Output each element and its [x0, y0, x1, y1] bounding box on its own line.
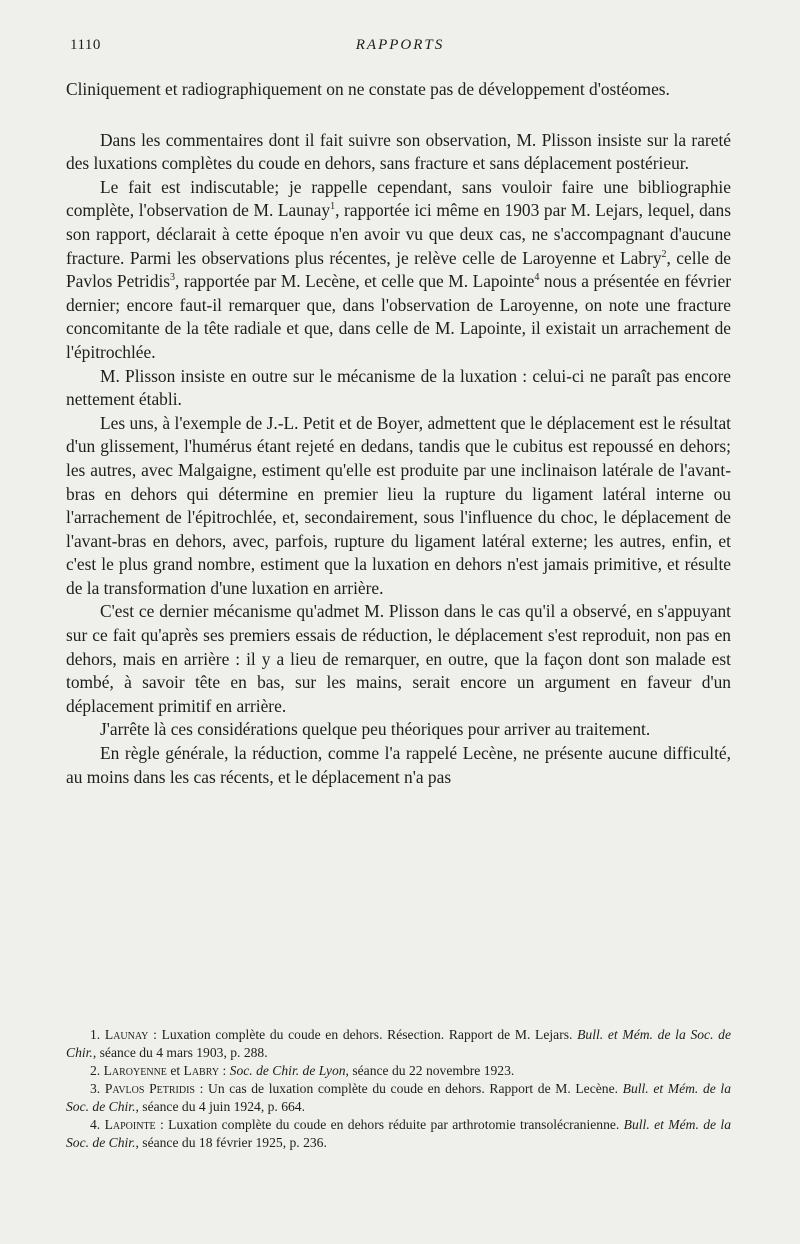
paragraph-4: M. Plisson insiste en outre sur le mécanisme de la luxation : celui-ci ne paraît pas encore nettement établi. [66, 365, 731, 410]
footnote-2-text: : [219, 1063, 230, 1078]
footnote-3 [66, 1080, 731, 1116]
footnote-ref-1: 1 [330, 201, 336, 213]
footnote-4 [66, 1116, 731, 1152]
running-title: RAPPORTS [355, 37, 445, 53]
footnote-3-text: : Un cas de luxation complète du coude en dehors. Rapport de M. Lecène. [194, 1081, 623, 1096]
page-number: 1110 [70, 37, 101, 53]
footnote-2-details: , séance du 22 novembre 1923. [345, 1063, 515, 1078]
paragraph-7: J'arrête là ces considérations quelque peu théoriques pour arriver au traitement. [100, 719, 651, 740]
footnote-1-details: , séance du 4 mars 1903, p. 288. [92, 1045, 268, 1060]
footnote-4-details: , séance du 18 février 1925, p. 236. [135, 1135, 327, 1150]
footnotes [66, 1026, 731, 1152]
footnote-3-number: 3. [90, 1081, 101, 1096]
footnote-4-author: Lapointe [104, 1117, 156, 1132]
paragraph-3-text-c: , celle de Pavlos Petridis [66, 247, 731, 292]
footnote-2-joiner: et [166, 1063, 184, 1078]
paragraph-3-text-a: Le fait est indiscutable; je rappelle cependant, sans vouloir faire une bibliographie complète, l'observation de M. Launay [66, 176, 731, 221]
footnote-1-number: 1. [90, 1027, 101, 1042]
footnote-4-journal: Bull. et Mém. de la Soc. de Chir. [66, 1117, 731, 1150]
paragraph-1: Cliniquement et radiographiquement on ne constate pas de développement d'ostéomes. [66, 79, 670, 99]
paragraph-6: C'est ce dernier mécanisme qu'admet M. Plisson dans le cas qu'il a observé, en s'appuyant sur ce fait qu'après ses premiers essais de réduction, le déplacement s'est reproduit, non pas en dehors, mais en arrière : il y a lieu de remarquer, en outre, que la façon dont son malade est tombé, à savoir tête en bas, sur les mains, serait encore un argument en faveur d'un déplacement primitif en arrière. [66, 601, 731, 716]
footnote-2 [66, 1062, 731, 1080]
footnote-ref-3: 3 [170, 272, 176, 284]
paragraph-5: Les uns, à l'exemple de J.-L. Petit et de Boyer, admettent que le déplacement est le résultat d'un glissement, l'humérus étant rejeté en dedans, tandis que le cubitus est repoussé en dehors; les autres, avec Malgaigne, estiment qu'elle est produite par une inclinaison latérale de l'avant-bras en dehors qui détermine en premier lieu la rupture du ligament latéral interne ou l'arrachement de l'épitrochlée, et, secondairement, sous l'influence du choc, le déplacement de l'avant-bras en dehors, avec, parfois, rupture du ligament latéral externe; les autres, enfin, et c'est le plus grand nombre, estiment que la luxation en dehors n'est jamais primitive, et résulte de la transformation d'une luxation en arrière. [66, 412, 731, 598]
body-text [66, 78, 731, 789]
footnote-ref-4: 4 [534, 272, 540, 284]
paragraph-8: En règle générale, la réduction, comme l'a rappelé Lecène, ne présente aucune difficulté, au moins dans les cas récents, et le déplacement n'a pas [66, 743, 731, 787]
footnote-1-text: : Luxation complète du coude en dehors. Résection. Rapport de M. Lejars. [148, 1027, 578, 1042]
paragraph-2: Dans les commentaires dont il fait suivre son observation, M. Plisson insiste sur la rareté des luxations complètes du coude en dehors, sans fracture et sans déplacement postérieur. [66, 129, 731, 174]
paragraph-3-text-e: nous a présentée en février dernier; encore faut-il remarquer que, dans l'observation de Laroyenne, on note une fracture concomitante de la tête radiale et que, dans celle de M. Lapointe, il existait un arrachement de l'épitrochlée. [66, 271, 731, 362]
footnote-2-journal: Soc. de Chir. de Lyon [229, 1063, 346, 1078]
footnote-3-journal: Bull. et Mém. de la Soc. de Chir. [66, 1081, 731, 1114]
footnote-3-details: , séance du 4 juin 1924, p. 664. [135, 1099, 306, 1114]
footnote-3-author: Pavlos Petridis [104, 1081, 195, 1096]
paragraph-3-text-d: , rapportée par M. Lecène, et celle que M. Lapointe [175, 271, 535, 292]
paragraph-3-text-b: , rapportée ici même en 1903 par M. Lejars, lequel, dans son rapport, déclarait à cette époque n'en avoir vu que deux cas, ne s'accompagnant d'aucune fracture. Parmi les observations plus récentes, je relève celle de Laroyenne et Labry [66, 200, 731, 268]
footnote-1 [66, 1026, 731, 1062]
footnote-4-text: : Luxation complète du coude en dehors réduite par arthrotomie transolécranienne. [155, 1117, 624, 1132]
footnote-1-author: Launay [104, 1027, 149, 1042]
paragraph-3 [66, 176, 731, 365]
footnote-4-number: 4. [90, 1117, 101, 1132]
footnote-ref-2: 2 [661, 248, 667, 260]
footnote-1-journal: Bull. et Mém. de la Soc. de Chir. [66, 1027, 731, 1060]
page-header [70, 37, 730, 61]
footnote-2-number: 2. [90, 1063, 101, 1078]
footnote-2-author: Laroyenne [103, 1063, 167, 1078]
footnote-2-author-2: Labry [183, 1063, 220, 1078]
